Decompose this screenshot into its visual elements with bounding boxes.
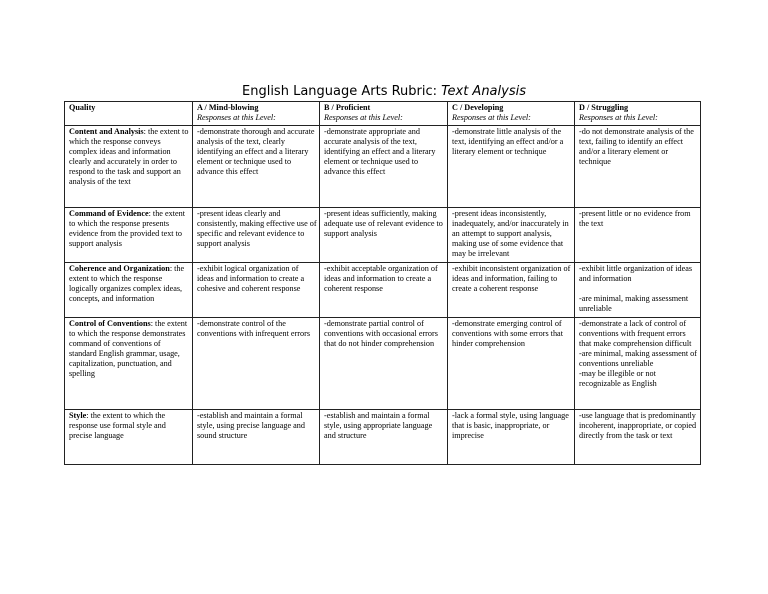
quality-header-cell: [65, 102, 193, 126]
header-row: [65, 102, 701, 126]
level-d-cell: [575, 126, 701, 208]
level-a-header-cell: [193, 102, 320, 126]
level-c-cell: [448, 208, 575, 263]
criterion-text: -present ideas clearly and consistently, making effective use of specific and relevant evidence to support analysis: [197, 209, 319, 248]
level-a-cell: [193, 126, 320, 208]
criterion-text: -present little or no evidence from the text: [579, 209, 693, 228]
page-title: [0, 84, 768, 100]
quality-label: Command of Evidence: [69, 209, 149, 218]
quality-cell: [65, 208, 193, 263]
level-d-header-cell: [575, 102, 701, 126]
criterion-text: -demonstrate little analysis of the text, identifying an effect and/or a literary element or technique: [452, 127, 566, 156]
quality-description: : the extent to which the response conveys complex ideas and information clearly and accurately in order to respond to the task and support an analysis of the text: [69, 127, 189, 186]
criterion-text: -may be illegible or not recognizable as English: [579, 369, 658, 388]
criterion-text: -demonstrate partial control of conventions with occasional errors that do not hinder comprehension: [324, 319, 440, 348]
level-c-header-cell: [448, 102, 575, 126]
level-b-cell: [320, 263, 448, 318]
level-c-title: C / Developing: [452, 103, 504, 112]
quality-label: Style: [69, 411, 87, 420]
quality-cell: [65, 318, 193, 410]
level-a-cell: [193, 208, 320, 263]
table-row: [65, 126, 701, 208]
quality-cell: [65, 126, 193, 208]
level-c-cell: [448, 263, 575, 318]
criterion-text: -demonstrate appropriate and accurate analysis of the text, identifying an effect and a literary element or technique used to advance this effect: [324, 127, 438, 176]
criterion-text: -exhibit acceptable organization of ideas and information to create a coherent response: [324, 264, 440, 293]
table-row: [65, 410, 701, 465]
level-c-cell: [448, 318, 575, 410]
level-b-subtitle: Responses at this Level:: [324, 113, 403, 122]
level-a-cell: [193, 318, 320, 410]
line-gap: [579, 284, 698, 294]
rubric-table: [64, 101, 701, 465]
title-emphasis: Text Analysis: [441, 84, 526, 99]
level-a-cell: [193, 410, 320, 465]
table-row: [65, 263, 701, 318]
quality-description: : the extent to which the response presents evidence from the provided text to support analysis: [69, 209, 185, 248]
quality-label: Control of Conventions: [69, 319, 151, 328]
criterion-text: -demonstrate thorough and accurate analysis of the text, clearly identifying an effect and a literary element or technique used to advance this effect: [197, 127, 317, 176]
criterion-text: -use language that is predominantly incoherent, inappropriate, or copied directly from the task or text: [579, 411, 699, 440]
level-d-cell: [575, 410, 701, 465]
criterion-text: -are minimal, making assessment unreliable: [579, 294, 691, 313]
quality-label: Content and Analysis: [69, 127, 144, 136]
criterion-text: -are minimal, making assessment of conventions unreliable: [579, 349, 700, 368]
table-row: [65, 208, 701, 263]
level-c-cell: [448, 410, 575, 465]
criterion-text: -establish and maintain a formal style, using precise language and sound structure: [197, 411, 308, 440]
criterion-text: -demonstrate emerging control of conventions with some errors that hinder comprehension: [452, 319, 566, 348]
level-d-cell: [575, 318, 701, 410]
criterion-text: -present ideas inconsistently, inadequately, and/or inaccurately in an attempt to support analysis, making use of some evidence that may be irrelevant: [452, 209, 571, 258]
level-a-title: A / Mind-blowing: [197, 103, 259, 112]
level-b-title: B / Proficient: [324, 103, 371, 112]
criterion-text: -demonstrate control of the conventions with infrequent errors: [197, 319, 311, 338]
level-b-cell: [320, 126, 448, 208]
quality-description: : the extent to which the response logically organizes complex ideas, concepts, and information: [69, 264, 185, 303]
criterion-text: -demonstrate a lack of control of conventions with frequent errors that make comprehension difficult: [579, 319, 692, 348]
criterion-text: -exhibit logical organization of ideas and information to create a cohesive and coherent response: [197, 264, 307, 293]
criterion-text: -lack a formal style, using language that is basic, inappropriate, or imprecise: [452, 411, 571, 440]
criterion-text: -exhibit inconsistent organization of ideas and information, failing to create a coherent response: [452, 264, 573, 293]
criterion-text: -exhibit little organization of ideas and information: [579, 264, 695, 283]
title-prefix: English Language Arts Rubric:: [242, 84, 442, 99]
level-b-header-cell: [320, 102, 448, 126]
criterion-text: -establish and maintain a formal style, using appropriate language and structure: [324, 411, 435, 440]
level-d-cell: [575, 263, 701, 318]
quality-description: : the extent to which the response use formal style and precise language: [69, 411, 166, 440]
level-a-cell: [193, 263, 320, 318]
table-row: [65, 318, 701, 410]
level-c-subtitle: Responses at this Level:: [452, 113, 531, 122]
level-b-cell: [320, 410, 448, 465]
level-d-title: D / Struggling: [579, 103, 629, 112]
level-c-cell: [448, 126, 575, 208]
quality-description: : the extent to which the response demonstrates command of conventions of standard English grammar, usage, capitalization, punctuation, and spelling: [69, 319, 188, 378]
quality-header: Quality: [69, 103, 96, 112]
level-b-cell: [320, 208, 448, 263]
level-b-cell: [320, 318, 448, 410]
quality-cell: [65, 410, 193, 465]
criterion-text: -do not demonstrate analysis of the text, failing to identify an effect and/or a literary element or technique: [579, 127, 696, 166]
level-a-subtitle: Responses at this Level:: [197, 113, 276, 122]
level-d-cell: [575, 208, 701, 263]
level-d-subtitle: Responses at this Level:: [579, 113, 658, 122]
criterion-text: -present ideas sufficiently, making adequate use of relevant evidence to support analysis: [324, 209, 445, 238]
quality-label: Coherence and Organization: [69, 264, 170, 273]
quality-cell: [65, 263, 193, 318]
